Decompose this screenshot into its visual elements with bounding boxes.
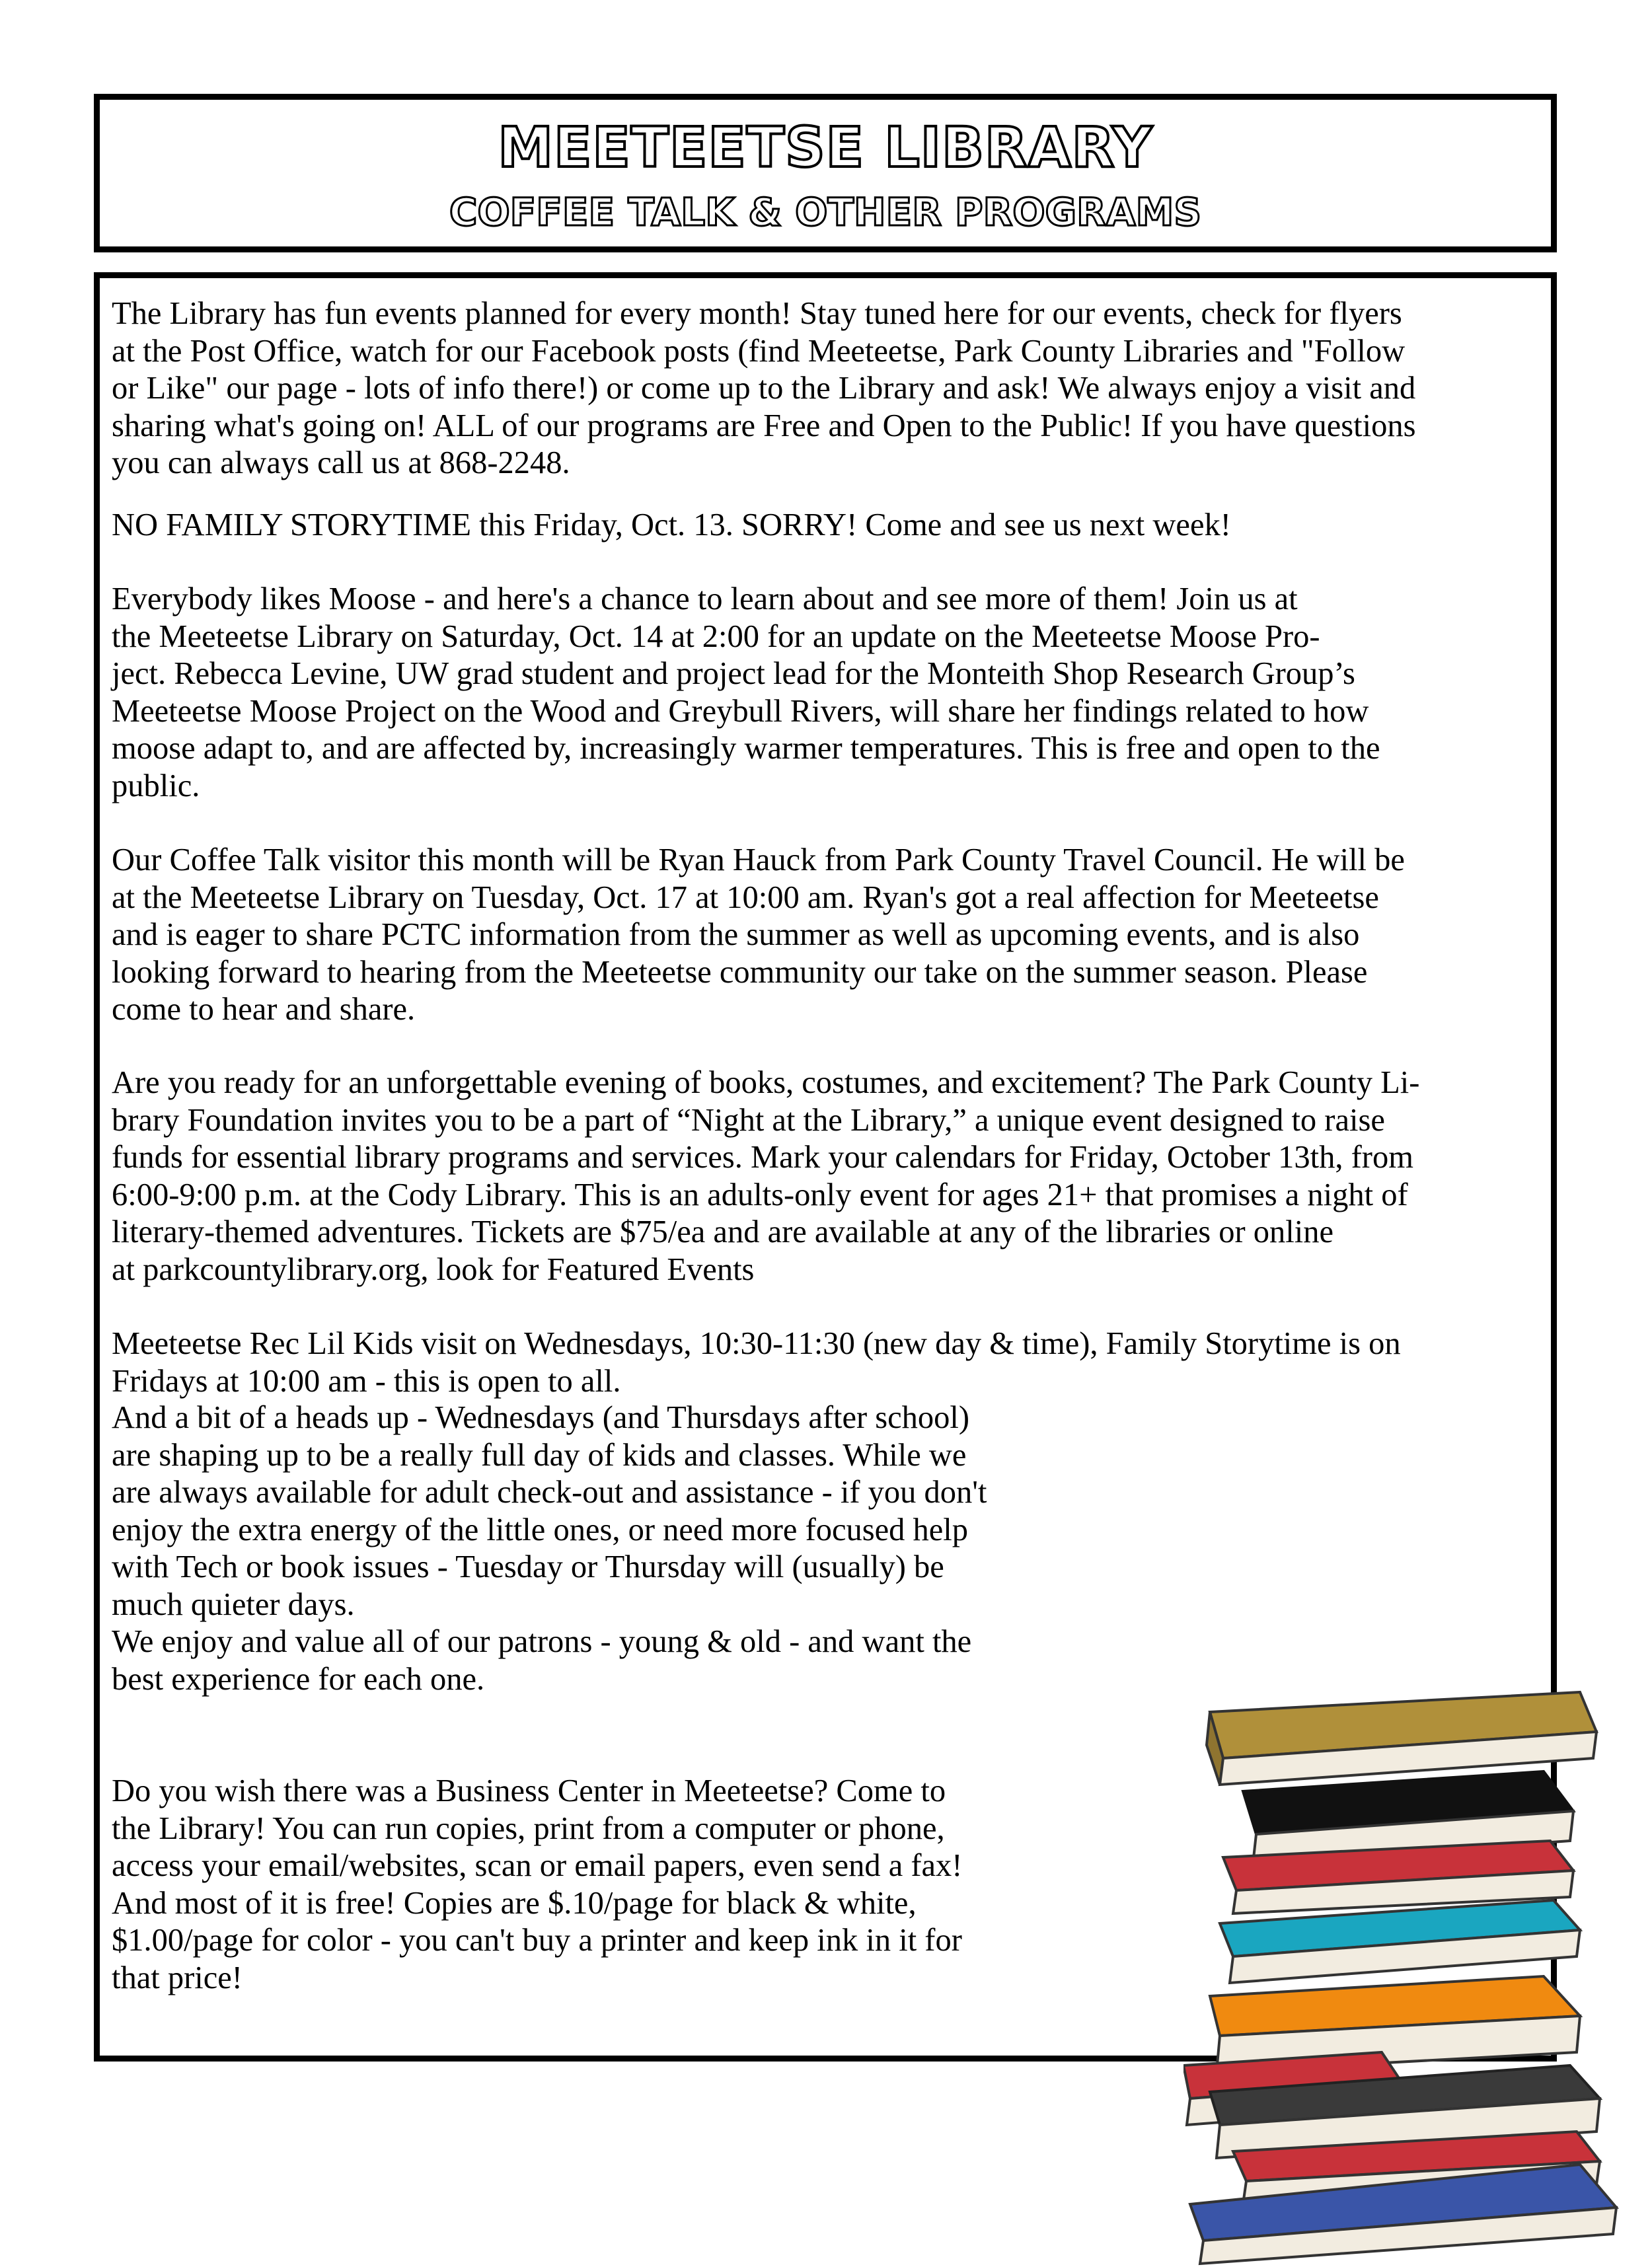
coffee-talk-paragraph: Our Coffee Talk visitor this month will be Ryan Hauck from Park County Travel Council. He will be at the Meeteetse Library on Tuesday, Oct. 17 at 10:00 am. Ryan's got a real affection for Meeteetse and is eager to share PCTC information from the summer as well as upcoming events, and is also looking forward to hearing from the Meeteetse community our take on the summer season. Please come to hear and share. (112, 842, 1405, 1027)
heads-up-paragraph: And a bit of a heads up - Wednesdays (and Thursdays after school) are shaping up to be a really full day of kids and classes. While we are always available for adult check-out and assistance - if you don't enjoy the extra energy of the little ones, or need more focused help with Tech or book issues - Tuesday or Thursday will (usually) be much quieter days. We enjoy and value all of our patrons - young & old - and want the best experience for each one. (112, 1400, 987, 1697)
lil-kids-paragraph: Meeteetse Rec Lil Kids visit on Wednesdays, 10:30-11:30 (new day & time), Family Storytime is on Fridays at 10:00 am - this is open to all. (112, 1326, 1401, 1399)
business-center-paragraph: Do you wish there was a Business Center in Meeteetse? Come to the Library! You can run copies, print from a computer or phone, access your email/websites, scan or email papers, even send a fax! And most of it is free! Copies are $.10/page for black & white, $1.00/page for color - you can't buy a printer and keep ink in it for that price! (112, 1773, 963, 1995)
content-box (94, 272, 1557, 2062)
intro-paragraph: The Library has fun events planned for every month! Stay tuned here for our events, check for flyers at the Post Office, watch for our Facebook posts (find Meeteetse, Park County Libraries and "Follow or Like" our page - lots of info there!) or come up to the Library and ask! We always enjoy a visit and sharing what's going on! ALL of our programs are Free and Open to the Public! If you have questions you can always call us at 868-2248. (112, 296, 1416, 480)
header-box (94, 94, 1557, 252)
moose-paragraph: Everybody likes Moose - and here's a chance to learn about and see more of them! Join us at the Meeteetse Library on Saturday, Oct. 14 at 2:00 for an update on the Meeteetse Moose Pro- ject. Rebecca Levine, UW grad student and project lead for the Monteith Shop Research Group’s Meeteetse Moose Project on the Wood and Greybull Rivers, will share her findings related to how moose adapt to, and are affected by, increasingly warmer temperatures. This is free and open to the public. (112, 581, 1380, 803)
book-orange (1210, 1976, 1580, 2072)
book-stack-illustration (1183, 1686, 1620, 2267)
page-title: MEETEETSE LIBRARY (498, 115, 1153, 180)
night-at-library-paragraph: Are you ready for an unforgettable evening of books, costumes, and excitement? The Park County Li- brary Foundation invites you to be a part of “Night at the Library,” a unique event designed to raise funds for essential library programs and services. Mark your calendars for Friday, October 13th, from 6:00-9:00 p.m. at the Cody Library. This is an adults-only event for ages 21+ that promises a night of literary-themed adventures. Tickets are $75/ea and are available at any of the libraries or online at parkcountylibrary.org, look for Featured Events (112, 1065, 1420, 1287)
storytime-notice-paragraph: NO FAMILY STORYTIME this Friday, Oct. 13. SORRY! Come and see us next week! (112, 507, 1231, 542)
page-subtitle: COFFEE TALK & OTHER PROGRAMS (449, 190, 1202, 235)
